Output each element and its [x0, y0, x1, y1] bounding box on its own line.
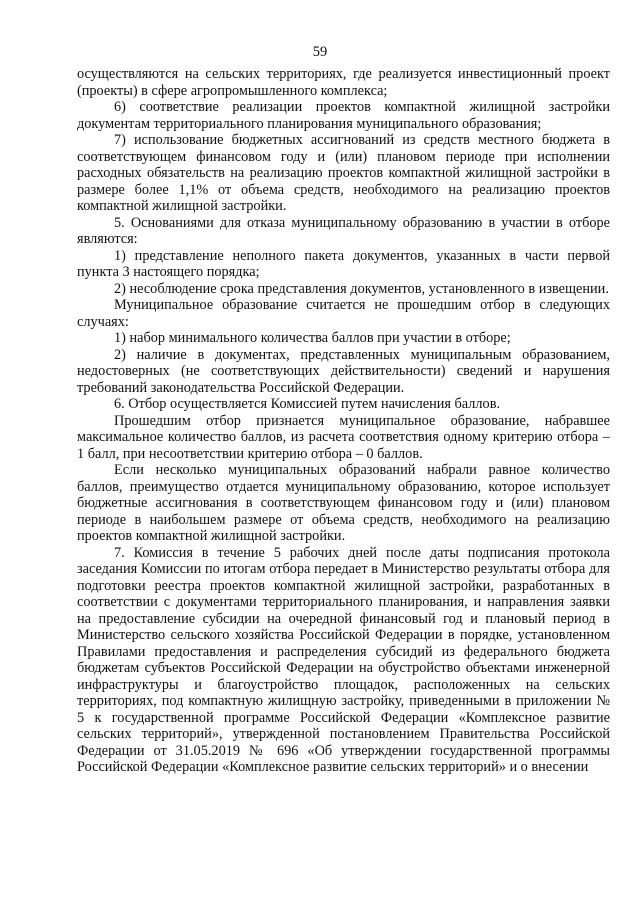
paragraph-not-passed: Муниципальное образование считается не прошедшим отбор в следующих случаях:	[77, 297, 610, 330]
document-body	[77, 66, 610, 776]
page-number: 59	[312, 44, 328, 60]
paragraph-not-passed-1: 1) набор минимального количества баллов при участии в отборе;	[114, 330, 511, 346]
paragraph-section-7: 7. Комиссия в течение 5 рабочих дней после даты подписания протокола заседания Комиссии по итогам отбора передает в Министерство результаты отбора для подготовки реестра проектов компактной жилищной застройки, разработанных в соответствии с документами территориального планирования, и направления заявки на предоставление субсидии на очередной финансовый год и плановый период в Министерство сельского хозяйства Российской Федерации в порядке, установленном Правилами предоставления и распределения субсидий из федерального бюджета бюджетам субъектов Российской Федерации на обустройство объектами инженерной инфраструктуры и благоустройство площадок, расположенных на сельских территориях, под компактную жилищную застройку, приведенными в приложении № 5 к государственной программе Российской Федерации «Комплексное развитие сельских территорий», утвержденной постановлением Правительства Российской Федерации от 31.05.2019 № 696 «Об утверждении государственной программы Российской Федерации «Комплексное развитие сельских территорий» и о внесении	[77, 544, 610, 775]
paragraph-passed: Прошедшим отбор признается муниципальное образование, набравшее максимальное количество баллов, из расчета соответствия одному критерию отбора – 1 балл, при несоответствии критерию отбора – 0 баллов.	[77, 412, 610, 462]
paragraph-section-5: 5. Основаниями для отказа муниципальному образованию в участии в отборе являются:	[77, 214, 610, 247]
paragraph-refusal-1: 1) представление неполного пакета документов, указанных в части первой пункта 3 настоящего порядка;	[77, 247, 610, 280]
paragraph-equal-score: Если несколько муниципальных образований набрали равное количество баллов, преимущество отдается муниципальному образованию, которое использует бюджетные ассигнования в соответствующем финансовом году и (или) плановом периоде в наибольшем размере от объема средств, необходимого на реализацию проектов компактной жилищной застройки.	[77, 462, 610, 544]
paragraph-not-passed-2: 2) наличие в документах, представленных муниципальным образованием, недостоверных (не соответствующих действительности) сведений и нарушения требований законодательства Российской Федерации.	[77, 346, 610, 396]
paragraph-refusal-2: 2) несоблюдение срока представления документов, установленного в извещении.	[114, 280, 609, 297]
paragraph-item-7: 7) использование бюджетных ассигнований из средств местного бюджета в соответствующем финансовом году и (или) плановом периоде при исполнении расходных обязательств на реализацию проектов компактной жилищной застройки в размере более 1,1% от объема средств, необходимого на реализацию проектов компактной жилищной застройки.	[77, 132, 610, 214]
paragraph-item-6: 6) соответствие реализации проектов компактной жилищной застройки документам территориального планирования муниципального образования;	[77, 99, 610, 132]
paragraph-section-6: 6. Отбор осуществляется Комиссией путем начисления баллов.	[114, 396, 501, 412]
paragraph-continuation: осуществляются на сельских территориях, где реализуется инвестиционный проект (проекты) в сфере агропромышленного комплекса;	[77, 66, 610, 99]
